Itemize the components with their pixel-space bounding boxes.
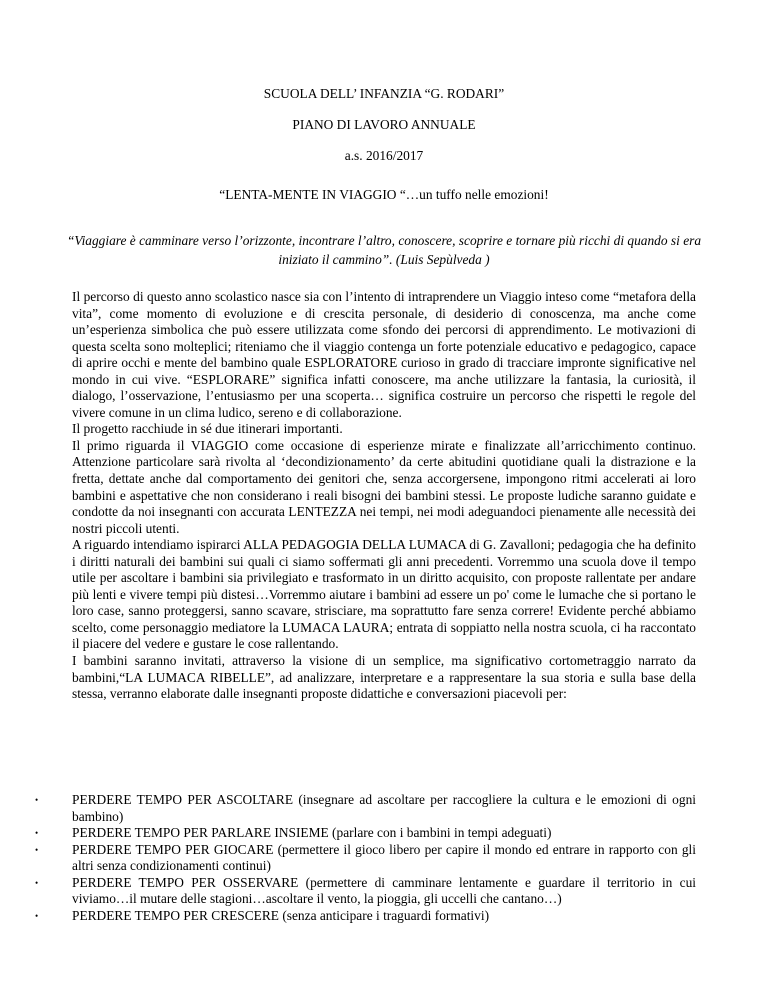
list-item-text: PERDERE TEMPO PER PARLARE INSIEME (parlare con i bambini in tempi adeguati) — [72, 825, 552, 841]
bullet-icon: • — [35, 795, 39, 805]
plan-title: PIANO DI LAVORO ANNUALE — [292, 117, 476, 132]
list-item-text: PERDERE TEMPO PER CRESCERE (senza anticipare i traguardi formativi) — [72, 907, 490, 923]
bullet-list — [35, 792, 696, 924]
bullet-icon: • — [35, 844, 39, 855]
epigraph-quote: “Viaggiare è camminare verso l’orizzonte, incontrare l’altro, conoscere, scoprire e tornare più ricchi di quando si era iniziato il cammino”. (Luis Sepùlveda ) — [66, 233, 702, 267]
bullet-icon: • — [35, 877, 39, 888]
paragraph: Il percorso di questo anno scolastico nasce sia con l’intento di intraprendere un Viaggio inteso come “metafora della vita”, come momento di evoluzione e di crescita personale, di desiderio di conoscenza, ma anche come un’esperienza simbolica che può essere utilizzata come sfondo dei percorsi di apprendimento. Le motivazioni di questa scelta sono molteplici; riteniamo che il viaggio contenga un forte potenziale educativo e pedagogico, capace di aprire occhi e mente del bambino quale ESPLORATORE curioso in grado di tracciare impronte significative nel mondo in cui vive. “ESPLORARE” significa infatti conoscere, ma anche utilizzare la fantasia, la curiosità, il dialogo, l’osservazione, l’entusiasmo per una scoperta… significa costruire un percorso che rispetti le regole del vivere comune in un clima ludico, sereno e di collaborazione. — [72, 289, 696, 420]
paragraph: I bambini saranno invitati, attraverso la visione di un semplice, ma significativo cortometraggio narrato da bambini,“LA LUMACA RIBELLE”, ad analizzare, interpretare e a rappresentare la sua storia e sulla base della stessa, verranno elaborate dalle insegnanti proposte didattiche e conversazioni piacevoli per: — [72, 653, 696, 702]
school-year: a.s. 2016/2017 — [344, 148, 424, 163]
list-item-text: PERDERE TEMPO PER OSSERVARE (permettere di camminare lentamente e guardare il territorio in cui viviamo…il mutare delle stagioni…ascoltare il vento, la pioggia, gli uccelli che cantano…) — [72, 874, 696, 907]
list-item-text: PERDERE TEMPO PER GIOCARE (permettere il gioco libero per capire il mondo ed entrare in rapporto con gli altri senza condizionamenti continui) — [72, 841, 696, 874]
school-name: SCUOLA DELL’ INFANZIA “G. RODARI” — [263, 86, 505, 101]
list-item — [35, 825, 696, 842]
paragraph: Il primo riguarda il VIAGGIO come occasione di esperienze mirate e finalizzate all’arricchimento continuo. Attenzione particolare sarà rivolta al ‘decondizionamento’ da certe abitudini quotidiane quali la distrazione e la fretta, dettate anche dal comportamento dei genitori che, senza accorgersene, impongono ritmi accelerati ai loro bambini e aspettative che non considerano i reali bisogni dei bambini stessi. Le proposte ludiche saranno guidate e condotte da noi insegnanti con accurata LENTEZZA nei tempi, nei modi adeguandoci pienamente alle necessità dei nostri piccoli utenti. — [72, 437, 696, 536]
list-item — [35, 874, 696, 908]
body-text — [72, 289, 696, 703]
list-item-text: PERDERE TEMPO PER ASCOLTARE (insegnare ad ascoltare per raccogliere la cultura e le emozioni di ogni bambino) — [72, 792, 696, 824]
list-item — [35, 841, 696, 875]
project-title: “LENTA-MENTE IN VIAGGIO “…un tuffo nelle emozioni! — [219, 187, 549, 202]
bullet-icon: • — [35, 828, 39, 839]
list-item — [35, 792, 696, 825]
paragraph: Il progetto racchiude in sé due itinerari importanti. — [72, 421, 343, 437]
list-item — [35, 907, 696, 925]
bullet-icon: • — [35, 910, 39, 921]
paragraph: A riguardo intendiamo ispirarci ALLA PEDAGOGIA DELLA LUMACA di G. Zavalloni; pedagogia che ha definito i diritti naturali dei bambini sui quali ci siamo soffermati gli anni precedenti. Vorremmo una scuola dove il tempo utile per ascoltare i bambini sia privilegiato e trasformato in un diritto acquisito, con proposte rallentate per andare più lenti e vivere tempi più distesi…Vorremmo aiutare i bambini ad essere un po' come le lumache che si portano le loro case, sanno proteggersi, sanno scavare, strisciare, ma soprattutto fare senza correre! Evidente perché abbiamo scelto, come personaggio mediatore la LUMACA LAURA; entrata di soppiatto nella nostra scuola, ci ha raccontato il piacere del vedere e gustare le cose rallentando. — [72, 537, 696, 652]
